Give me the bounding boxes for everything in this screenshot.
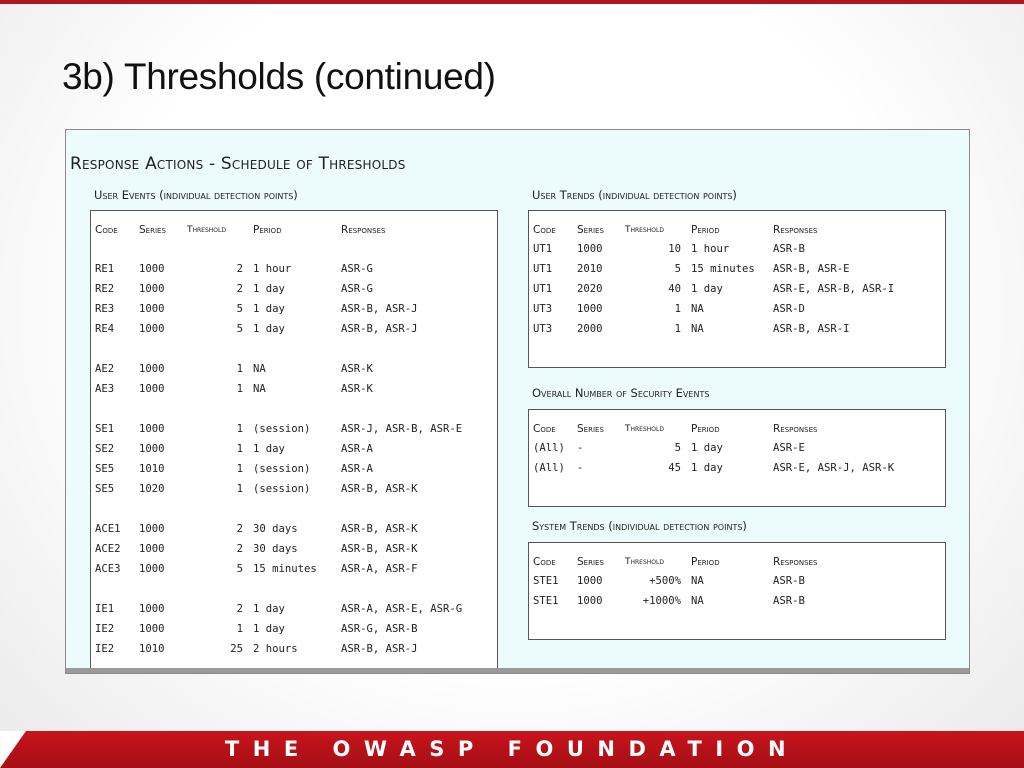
cell-series: 1000 xyxy=(139,563,165,575)
table-row xyxy=(95,359,491,379)
table-row xyxy=(533,571,923,591)
cell-responses: ASR-E, ASR-J, ASR-K xyxy=(773,462,895,474)
table-spacer-row xyxy=(95,339,491,359)
cell-threshold: 25 xyxy=(230,643,243,655)
cell-responses: ASR-B, ASR-J xyxy=(341,643,418,655)
cell-series: - xyxy=(577,462,584,474)
cell-responses: ASR-B, ASR-J xyxy=(341,323,418,335)
cell-responses: ASR-A, ASR-E, ASR-G xyxy=(341,603,463,615)
table-row xyxy=(533,239,923,259)
cell-threshold: 1 xyxy=(236,623,243,635)
cell-period: NA xyxy=(691,303,704,315)
header-code: Code xyxy=(95,224,118,236)
cell-period: 1 day xyxy=(691,462,723,474)
cell-period: 1 day xyxy=(253,603,285,615)
cell-code: RE2 xyxy=(95,283,115,295)
cell-series: 1010 xyxy=(139,463,165,475)
table-row xyxy=(533,458,923,478)
table-spacer-cell xyxy=(95,579,491,599)
cell-responses: ASR-A, ASR-F xyxy=(341,563,418,575)
table-row xyxy=(95,479,491,499)
cell-series: 2000 xyxy=(577,323,603,335)
cell-series: 1000 xyxy=(139,263,165,275)
cell-period: 2 hours xyxy=(253,643,298,655)
cell-period: 1 day xyxy=(253,623,285,635)
header-responses: Responses xyxy=(773,423,818,435)
table-row xyxy=(95,419,491,439)
table-row xyxy=(95,519,491,539)
cell-threshold: 2 xyxy=(236,603,243,615)
cell-threshold: +500% xyxy=(649,575,681,587)
slide-title: 3b) Thresholds (continued) xyxy=(62,56,496,97)
cell-series: 1000 xyxy=(577,595,603,607)
cell-responses: ASR-B, ASR-J xyxy=(341,303,418,315)
cell-code: RE3 xyxy=(95,303,115,315)
header-code: Code xyxy=(533,556,556,568)
cell-responses: ASR-D xyxy=(773,303,805,315)
header-period: Period xyxy=(691,224,720,236)
cell-code: SE2 xyxy=(95,443,115,455)
cell-code: ACE3 xyxy=(95,563,121,575)
cell-threshold: 2 xyxy=(236,543,243,555)
cell-code: IE2 xyxy=(95,643,115,655)
footer-text: THE OWASP FOUNDATION xyxy=(224,737,800,761)
cell-series: 1000 xyxy=(577,303,603,315)
table-row xyxy=(533,259,923,279)
cell-period: 1 day xyxy=(253,303,285,315)
header-responses: Responses xyxy=(773,556,818,568)
cell-responses: ASR-J, ASR-B, ASR-E xyxy=(341,423,463,435)
cell-responses: ASR-G xyxy=(341,263,373,275)
cell-threshold: 2 xyxy=(236,523,243,535)
cell-series: 1000 xyxy=(139,363,165,375)
cell-code: IE2 xyxy=(95,623,115,635)
header-threshold: Threshold xyxy=(625,225,664,235)
cell-period: (session) xyxy=(253,463,311,475)
table-row xyxy=(95,439,491,459)
table-spacer-row xyxy=(95,239,491,259)
user-trends-table xyxy=(533,221,923,339)
cell-code: AE2 xyxy=(95,363,115,375)
cell-series: 1000 xyxy=(139,283,165,295)
header-responses: Responses xyxy=(773,224,818,236)
cell-series: 1000 xyxy=(139,423,165,435)
header-period: Period xyxy=(253,224,282,236)
document-frame-bottom-bar xyxy=(66,668,969,673)
table-row xyxy=(95,259,491,279)
header-threshold: Threshold xyxy=(625,557,664,567)
table-row xyxy=(95,619,491,639)
header-code: Code xyxy=(533,423,556,435)
cell-period: 1 day xyxy=(253,283,285,295)
cell-period: (session) xyxy=(253,483,311,495)
cell-period: NA xyxy=(691,595,704,607)
cell-responses: ASR-B, ASR-K xyxy=(341,483,418,495)
cell-threshold: 1 xyxy=(236,423,243,435)
cell-code: ACE2 xyxy=(95,543,121,555)
cell-code: AE3 xyxy=(95,383,115,395)
cell-series: 1000 xyxy=(577,575,603,587)
document-title: Response Actions - Schedule of Thresholds xyxy=(70,154,406,174)
cell-threshold: 10 xyxy=(668,243,681,255)
header-threshold: Threshold xyxy=(187,225,226,235)
cell-period: 15 minutes xyxy=(253,563,317,575)
cell-code: SE1 xyxy=(95,423,115,435)
header-period: Period xyxy=(691,423,720,435)
user-events-box xyxy=(90,210,498,674)
system-trends-box xyxy=(528,542,946,640)
cell-threshold: +1000% xyxy=(642,595,681,607)
cell-series: 1000 xyxy=(139,303,165,315)
table-row xyxy=(95,539,491,559)
cell-responses: ASR-B xyxy=(773,575,805,587)
cell-code: UT3 xyxy=(533,323,553,335)
header-code: Code xyxy=(533,224,556,236)
overall-events-caption: Overall Number of Security Events xyxy=(532,386,710,400)
cell-code: UT3 xyxy=(533,303,553,315)
cell-responses: ASR-E xyxy=(773,442,805,454)
table-header-row xyxy=(533,221,923,239)
table-row xyxy=(95,379,491,399)
table-spacer-cell xyxy=(95,339,491,359)
table-header-row xyxy=(95,221,491,239)
cell-responses: ASR-G xyxy=(341,283,373,295)
table-row xyxy=(95,599,491,619)
cell-period: (session) xyxy=(253,423,311,435)
table-row xyxy=(95,459,491,479)
cell-code: STE1 xyxy=(533,595,559,607)
table-row xyxy=(533,279,923,299)
cell-responses: ASR-B xyxy=(773,595,805,607)
cell-responses: ASR-B, ASR-K xyxy=(341,543,418,555)
table-row xyxy=(95,299,491,319)
header-threshold: Threshold xyxy=(625,424,664,434)
table-spacer-cell xyxy=(95,239,491,259)
cell-threshold: 5 xyxy=(236,303,243,315)
table-row xyxy=(533,438,923,458)
header-series: Series xyxy=(577,556,604,568)
cell-threshold: 1 xyxy=(674,323,681,335)
cell-period: NA xyxy=(253,363,266,375)
user-trends-body xyxy=(533,239,923,339)
cell-responses: ASR-K xyxy=(341,363,373,375)
cell-period: NA xyxy=(253,383,266,395)
header-series: Series xyxy=(577,423,604,435)
cell-series: 1000 xyxy=(139,523,165,535)
cell-code: SE5 xyxy=(95,483,115,495)
cell-code: (All) xyxy=(533,462,565,474)
table-header-row xyxy=(533,420,923,438)
cell-code: (All) xyxy=(533,442,565,454)
table-spacer-cell xyxy=(95,499,491,519)
cell-period: 1 day xyxy=(253,443,285,455)
cell-threshold: 5 xyxy=(674,263,681,275)
table-row xyxy=(95,639,491,659)
cell-responses: ASR-B, ASR-E xyxy=(773,263,850,275)
cell-series: 2020 xyxy=(577,283,603,295)
table-row xyxy=(533,299,923,319)
cell-threshold: 1 xyxy=(674,303,681,315)
cell-code: UT1 xyxy=(533,283,553,295)
overall-events-box xyxy=(528,409,946,507)
cell-series: 1010 xyxy=(139,643,165,655)
cell-period: 15 minutes xyxy=(691,263,755,275)
cell-series: 1000 xyxy=(139,383,165,395)
cell-responses: ASR-A xyxy=(341,443,373,455)
cell-threshold: 5 xyxy=(236,563,243,575)
table-spacer-cell xyxy=(95,399,491,419)
document-frame xyxy=(65,129,970,674)
cell-period: 30 days xyxy=(253,523,298,535)
cell-code: UT1 xyxy=(533,243,553,255)
overall-events-table xyxy=(533,420,923,478)
header-period: Period xyxy=(691,556,720,568)
cell-period: NA xyxy=(691,575,704,587)
cell-code: RE4 xyxy=(95,323,115,335)
cell-series: 1000 xyxy=(139,323,165,335)
table-spacer-row xyxy=(95,499,491,519)
header-series: Series xyxy=(577,224,604,236)
table-row xyxy=(533,319,923,339)
system-trends-body xyxy=(533,571,923,611)
cell-responses: ASR-K xyxy=(341,383,373,395)
cell-series: - xyxy=(577,442,584,454)
user-events-body xyxy=(95,239,491,659)
cell-series: 1000 xyxy=(139,603,165,615)
table-spacer-row xyxy=(95,399,491,419)
table-row xyxy=(95,559,491,579)
cell-series: 1000 xyxy=(577,243,603,255)
cell-series: 1000 xyxy=(139,443,165,455)
cell-series: 1000 xyxy=(139,543,165,555)
system-trends-caption: System Trends (individual detection points) xyxy=(532,519,747,533)
cell-responses: ASR-B xyxy=(773,243,805,255)
table-header-row xyxy=(533,553,923,571)
cell-threshold: 1 xyxy=(236,443,243,455)
table-spacer-row xyxy=(95,579,491,599)
table-row xyxy=(95,279,491,299)
system-trends-table xyxy=(533,553,923,611)
cell-period: 1 day xyxy=(691,442,723,454)
cell-responses: ASR-A xyxy=(341,463,373,475)
cell-threshold: 40 xyxy=(668,283,681,295)
cell-series: 2010 xyxy=(577,263,603,275)
cell-threshold: 2 xyxy=(236,283,243,295)
cell-period: 30 days xyxy=(253,543,298,555)
cell-period: NA xyxy=(691,323,704,335)
cell-period: 1 day xyxy=(691,283,723,295)
cell-series: 1020 xyxy=(139,483,165,495)
cell-code: SE5 xyxy=(95,463,115,475)
cell-threshold: 1 xyxy=(236,463,243,475)
cell-threshold: 5 xyxy=(674,442,681,454)
cell-threshold: 1 xyxy=(236,363,243,375)
header-series: Series xyxy=(139,224,166,236)
user-events-table xyxy=(95,221,491,659)
header-responses: Responses xyxy=(341,224,386,236)
user-trends-caption: User Trends (individual detection points) xyxy=(532,188,737,202)
cell-period: 1 day xyxy=(253,323,285,335)
cell-threshold: 1 xyxy=(236,383,243,395)
cell-threshold: 2 xyxy=(236,263,243,275)
user-events-caption: User Events (individual detection points) xyxy=(94,188,298,202)
cell-period: 1 hour xyxy=(691,243,730,255)
cell-series: 1000 xyxy=(139,623,165,635)
overall-events-body xyxy=(533,438,923,478)
cell-responses: ASR-B, ASR-I xyxy=(773,323,850,335)
cell-threshold: 45 xyxy=(668,462,681,474)
cell-code: IE1 xyxy=(95,603,115,615)
cell-code: STE1 xyxy=(533,575,559,587)
cell-threshold: 5 xyxy=(236,323,243,335)
cell-responses: ASR-B, ASR-K xyxy=(341,523,418,535)
cell-responses: ASR-G, ASR-B xyxy=(341,623,418,635)
cell-code: ACE1 xyxy=(95,523,121,535)
cell-code: UT1 xyxy=(533,263,553,275)
cell-threshold: 1 xyxy=(236,483,243,495)
table-row xyxy=(533,591,923,611)
top-accent-bar xyxy=(0,0,1024,4)
table-row xyxy=(95,319,491,339)
cell-responses: ASR-E, ASR-B, ASR-I xyxy=(773,283,895,295)
cell-code: RE1 xyxy=(95,263,115,275)
user-trends-box xyxy=(528,210,946,368)
cell-period: 1 hour xyxy=(253,263,292,275)
